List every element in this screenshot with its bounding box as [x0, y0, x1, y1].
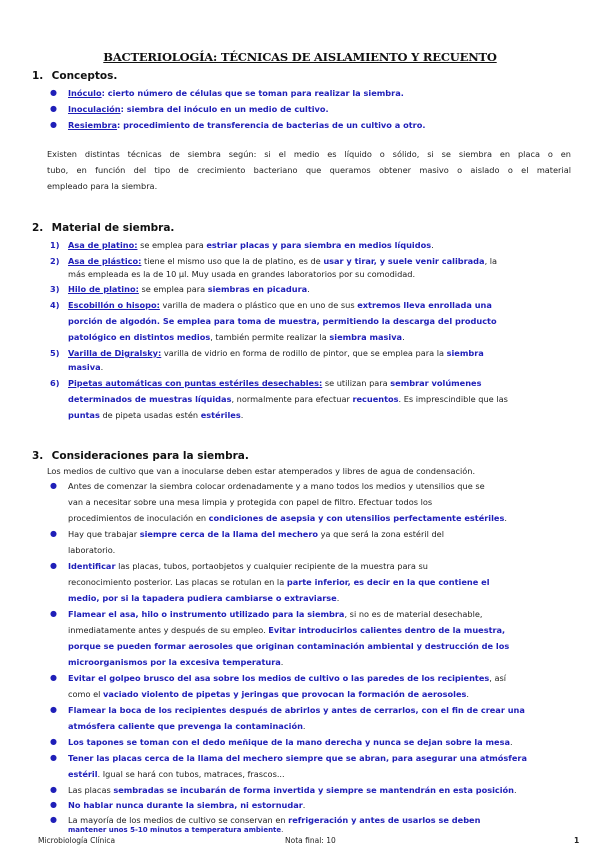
section-number: 3.: [32, 450, 44, 462]
list-item: Asa de platino: se emplea para estriar placas y para siembra en medios líquidos.: [68, 240, 434, 250]
bullet-icon: ●: [50, 737, 57, 746]
term: Inoculación: [68, 104, 121, 114]
list-item-continuation: inmediatamente antes y después de su empleo. Evitar introducirlos calientes dentro de la muestra,: [68, 625, 506, 635]
list-item: Los tapones se toman con el dedo meñique de la mano derecha y nunca se dejan sobre la mesa.: [68, 737, 513, 747]
footer-left: Microbiología Clínica: [38, 836, 116, 845]
section-title: Consideraciones para la siembra.: [51, 450, 249, 462]
paragraph-line: Existen distintas técnicas de siembra según: si el medio es líquido o sólido, si se siembra en placa o en: [47, 149, 571, 159]
list-item: Asa de plástico: tiene el mismo uso que la de platino, es de usar y tirar, y suele venir calibrada, la: [68, 256, 498, 266]
footer-center: Nota final: 10: [285, 836, 336, 845]
paragraph-line: tubo, en función del tipo de crecimiento bacteriano que queramos obtener masivo o aislado o el material: [47, 165, 571, 175]
list-item: Tener las placas cerca de la llama del mechero siempre que se abran, para asegurar una atmósfera: [68, 753, 527, 763]
item-number: 1): [50, 240, 60, 250]
list-item-continuation: mantener unos 5-10 minutos a temperatura ambiente.: [68, 826, 284, 834]
list-item-continuation: procedimientos de inoculación en condiciones de asepsia y con utensilios perfectamente estériles.: [68, 513, 507, 523]
list-item-continuation: porción de algodón. Se emplea para toma de muestra, permitiendo la descarga del producto: [68, 316, 497, 326]
bullet-icon: ●: [50, 785, 57, 794]
bullet-icon: ●: [50, 705, 57, 714]
list-item: Escobillón o hisopo: varilla de madera o plástico que en uno de sus extremos lleva enrollada una: [68, 300, 492, 310]
list-item: Resiembra: procedimiento de transferencia de bacterias de un cultivo a otro.: [68, 120, 426, 130]
term: Resiembra: [68, 120, 118, 130]
list-item: Hilo de platino: se emplea para siembras en picadura.: [68, 284, 310, 294]
list-item-continuation: medio, por si la tapadera pudiera cambiarse o extraviarse.: [68, 593, 340, 603]
list-item: Identificar las placas, tubos, portaobjetos y cualquier recipiente de la muestra para su: [68, 561, 428, 571]
item-number: 2): [50, 256, 60, 266]
list-item-continuation: patológico en distintos medios, también permite realizar la siembra masiva.: [68, 332, 405, 342]
paragraph-line: empleado para la siembra.: [47, 181, 158, 191]
bullet-icon: ●: [50, 609, 57, 618]
term: Inóculo: [68, 88, 102, 98]
bullet-icon: ●: [50, 481, 57, 490]
list-item-continuation: estéril. Igual se hará con tubos, matraces, frascos...: [68, 769, 285, 779]
section-title: Material de siembra.: [51, 222, 175, 234]
paragraph-line: Los medios de cultivo que van a inocularse deben estar atemperados y libres de agua de condensación.: [47, 466, 476, 476]
list-item-continuation: atmósfera caliente que prevenga la contaminación.: [68, 721, 306, 731]
list-item-continuation: más empleada es la de 10 µl. Muy usada en grandes laboratorios por su comodidad.: [68, 269, 416, 279]
section-title: Conceptos.: [51, 70, 118, 82]
bullet-icon: ●: [50, 753, 57, 762]
list-item: Varilla de Digralsky: varilla de vidrio en forma de rodillo de pintor, que se emplea para la siembra: [68, 348, 484, 358]
list-item: Hay que trabajar siempre cerca de la llama del mechero ya que será la zona estéril del: [68, 529, 444, 539]
bullet-icon: ●: [50, 800, 57, 809]
list-item: Pipetas automáticas con puntas estériles desechables: se utilizan para sembrar volúmenes: [68, 378, 482, 388]
list-item-continuation: masiva.: [68, 362, 104, 372]
bullet-icon: ●: [50, 815, 57, 824]
list-item-continuation: como el vaciado violento de pipetas y jeringas que provocan la formación de aerosoles.: [68, 689, 469, 699]
list-item-continuation: van a necesitar sobre una mesa limpia y protegida con papel de filtro. Efectuar todos los: [68, 497, 433, 507]
bullet-icon: ●: [50, 529, 57, 538]
bullet-icon: ●: [50, 673, 57, 682]
bullet-icon: ●: [50, 120, 57, 129]
list-item-continuation: reconocimiento posterior. Las placas se rotulan en la parte inferior, es decir en la que contiene el: [68, 577, 490, 587]
item-number: 3): [50, 284, 60, 294]
item-number: 4): [50, 300, 60, 310]
list-item-continuation: determinados de muestras líquidas, normalmente para efectuar recuentos. Es imprescindible que las: [68, 394, 508, 404]
section-2-heading: [32, 222, 174, 234]
list-item: La mayoría de los medios de cultivo se conservan en refrigeración y antes de usarlos se deben: [68, 815, 481, 825]
section-3-heading: [32, 450, 249, 462]
item-number: 6): [50, 378, 60, 388]
section-number: 2.: [32, 222, 44, 234]
page-title: BACTERIOLOGÍA: TÉCNICAS DE AISLAMIENTO Y RECUENTO: [103, 50, 497, 64]
list-item-continuation: microorganismos por la excesiva temperatura.: [68, 657, 284, 667]
list-item: Flamear la boca de los recipientes después de abrirlos y antes de cerrarlos, con el fin de crear una: [68, 705, 525, 715]
page-number: 1: [574, 836, 580, 845]
list-item: Antes de comenzar la siembra colocar ordenadamente y a mano todos los medios y utensilios que se: [68, 481, 485, 491]
list-item: Evitar el golpeo brusco del asa sobre los medios de cultivo o las paredes de los recipientes, así: [68, 673, 507, 683]
bullet-icon: ●: [50, 104, 57, 113]
list-item-continuation: laboratorio.: [68, 545, 116, 555]
bullet-icon: ●: [50, 88, 57, 97]
list-item: Flamear el asa, hilo o instrumento utilizado para la siembra, si no es de material desechable,: [68, 609, 483, 619]
list-item: Inóculo: cierto número de células que se toman para realizar la siembra.: [68, 88, 404, 98]
list-item-continuation: porque se pueden formar aerosoles que originan contaminación ambiental y destrucción de los: [68, 641, 510, 651]
list-item: Las placas sembradas se incubarán de forma invertida y siempre se mantendrán en esta posición.: [68, 785, 517, 795]
list-item-continuation: puntas de pipeta usadas estén estériles.: [68, 410, 244, 420]
item-number: 5): [50, 348, 60, 358]
list-item: Inoculación: siembra del inóculo en un medio de cultivo.: [68, 104, 329, 114]
section-number: 1.: [32, 70, 44, 82]
list-item: No hablar nunca durante la siembra, ni estornudar.: [68, 800, 306, 810]
section-1-heading: [32, 70, 117, 82]
bullet-icon: ●: [50, 561, 57, 570]
